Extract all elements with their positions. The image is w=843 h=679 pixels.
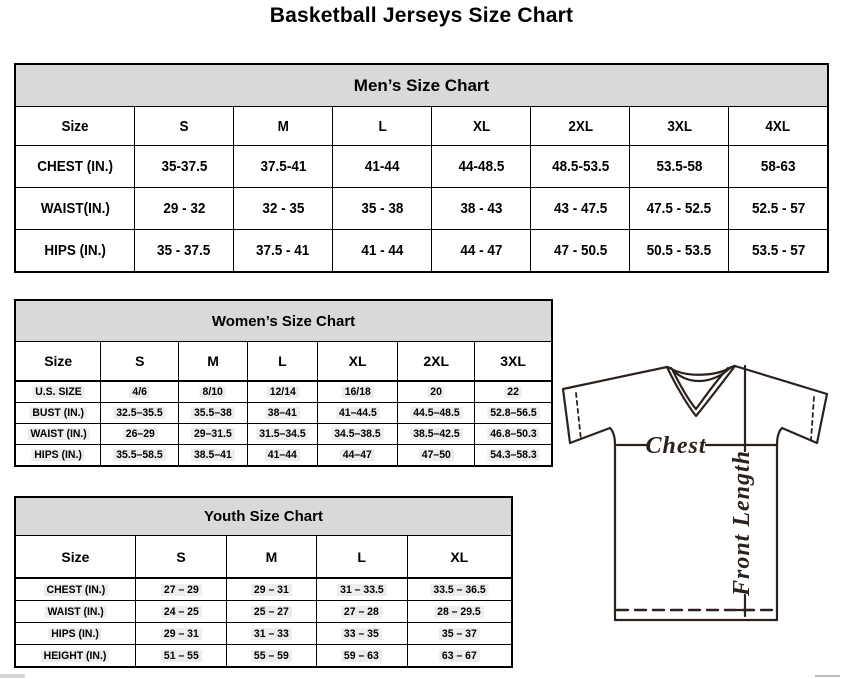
- size-value-cell: 43 - 47.5: [531, 188, 630, 230]
- column-header: M: [227, 536, 316, 579]
- row-label: HIPS (IN.): [15, 445, 101, 467]
- column-header: 3XL: [475, 342, 552, 382]
- table-row: [15, 146, 828, 188]
- size-value-cell: 31 – 33.5: [316, 578, 407, 601]
- size-value-cell: 35-37.5: [135, 146, 234, 188]
- size-value-cell: 29 – 31: [135, 623, 226, 645]
- size-value-cell: 35.5–58.5: [101, 445, 179, 467]
- front-length-label: Front Length: [729, 449, 755, 597]
- size-value-cell: 29 – 31: [227, 578, 316, 601]
- size-value-cell: 38.5–42.5: [398, 424, 475, 445]
- column-header: M: [179, 342, 248, 382]
- table-row: [15, 623, 512, 645]
- table-row: [15, 424, 552, 445]
- table-row: [15, 403, 552, 424]
- size-value-cell: 37.5-41: [234, 146, 333, 188]
- chart-section-title: Men’s Size Chart: [15, 64, 828, 107]
- jersey-right-sleeve-dashes: [811, 397, 814, 440]
- bottom-left-edge-artifact: [0, 674, 25, 678]
- size-value-cell: 35.5–38: [179, 403, 248, 424]
- size-value-cell: 53.5-58: [630, 146, 729, 188]
- size-value-cell: 27 – 29: [135, 578, 226, 601]
- jersey-left-sleeve-dashes: [576, 393, 581, 440]
- table-row: [15, 445, 552, 467]
- size-value-cell: 34.5–38.5: [317, 424, 398, 445]
- size-value-cell: 53.5 - 57: [729, 230, 828, 273]
- column-header: XL: [317, 342, 398, 382]
- size-value-cell: 38–41: [248, 403, 318, 424]
- row-label: WAIST (IN.): [15, 424, 101, 445]
- column-header: L: [248, 342, 318, 382]
- size-value-cell: 59 – 63: [316, 645, 407, 668]
- size-value-cell: 52.8–56.5: [475, 403, 552, 424]
- size-value-cell: 27 – 28: [316, 601, 407, 623]
- size-value-cell: 16/18: [317, 381, 398, 403]
- mens-size-chart-table: [14, 63, 829, 273]
- chart-section-title: Youth Size Chart: [15, 497, 512, 536]
- column-header: 2XL: [398, 342, 475, 382]
- row-label: HIPS (IN.): [15, 623, 135, 645]
- size-value-cell: 35 - 38: [333, 188, 432, 230]
- row-label: CHEST (IN.): [15, 146, 135, 188]
- column-header: XL: [407, 536, 512, 579]
- row-label: HEIGHT (IN.): [15, 645, 135, 668]
- size-value-cell: 4/6: [101, 381, 179, 403]
- row-label: WAIST (IN.): [15, 601, 135, 623]
- size-value-cell: 32.5–35.5: [101, 403, 179, 424]
- size-value-cell: 22: [475, 381, 552, 403]
- youth-size-chart-table: [14, 496, 513, 668]
- table-row: [15, 381, 552, 403]
- column-header: L: [333, 107, 432, 146]
- column-header: Size: [15, 536, 135, 579]
- jersey-measurement-diagram: [550, 353, 836, 633]
- size-value-cell: 33.5 – 36.5: [407, 578, 512, 601]
- size-value-cell: 58-63: [729, 146, 828, 188]
- size-value-cell: 41–44: [248, 445, 318, 467]
- row-label: HIPS (IN.): [15, 230, 135, 273]
- bottom-right-edge-artifact: [815, 675, 840, 677]
- size-value-cell: 37.5 - 41: [234, 230, 333, 273]
- size-value-cell: 26–29: [101, 424, 179, 445]
- size-value-cell: 50.5 - 53.5: [630, 230, 729, 273]
- size-value-cell: 52.5 - 57: [729, 188, 828, 230]
- size-value-cell: 20: [398, 381, 475, 403]
- column-header: S: [135, 107, 234, 146]
- size-value-cell: 47 - 50.5: [531, 230, 630, 273]
- womens-size-chart-table: [14, 299, 553, 467]
- column-header: 4XL: [729, 107, 828, 146]
- table-row: [15, 601, 512, 623]
- column-header: Size: [15, 107, 135, 146]
- page-title: Basketball Jerseys Size Chart: [269, 4, 574, 27]
- column-header: S: [101, 342, 179, 382]
- size-value-cell: 41-44: [333, 146, 432, 188]
- size-value-cell: 28 – 29.5: [407, 601, 512, 623]
- size-value-cell: 38 - 43: [432, 188, 531, 230]
- size-value-cell: 31 – 33: [227, 623, 316, 645]
- row-label: U.S. SIZE: [15, 381, 101, 403]
- column-header: 3XL: [630, 107, 729, 146]
- row-label: WAIST(IN.): [15, 188, 135, 230]
- column-header: M: [234, 107, 333, 146]
- chart-section-title: Women’s Size Chart: [15, 300, 552, 342]
- size-value-cell: 44.5–48.5: [398, 403, 475, 424]
- size-value-cell: 33 – 35: [316, 623, 407, 645]
- size-value-cell: 29–31.5: [179, 424, 248, 445]
- size-value-cell: 35 – 37: [407, 623, 512, 645]
- size-value-cell: 48.5-53.5: [531, 146, 630, 188]
- row-label: BUST (IN.): [15, 403, 101, 424]
- table-row: [15, 230, 828, 273]
- column-header: Size: [15, 342, 101, 382]
- size-value-cell: 55 – 59: [227, 645, 316, 668]
- size-value-cell: 44–47: [317, 445, 398, 467]
- size-value-cell: 25 – 27: [227, 601, 316, 623]
- size-value-cell: 54.3–58.3: [475, 445, 552, 467]
- size-value-cell: 32 - 35: [234, 188, 333, 230]
- table-row: [15, 188, 828, 230]
- size-value-cell: 24 – 25: [135, 601, 226, 623]
- size-value-cell: 63 – 67: [407, 645, 512, 668]
- size-value-cell: 41 - 44: [333, 230, 432, 273]
- size-value-cell: 8/10: [179, 381, 248, 403]
- size-value-cell: 47–50: [398, 445, 475, 467]
- size-value-cell: 44 - 47: [432, 230, 531, 273]
- size-value-cell: 51 – 55: [135, 645, 226, 668]
- size-value-cell: 29 - 32: [135, 188, 234, 230]
- chest-label: Chest: [645, 433, 707, 459]
- row-label: CHEST (IN.): [15, 578, 135, 601]
- table-row: [15, 645, 512, 668]
- size-value-cell: 44-48.5: [432, 146, 531, 188]
- size-value-cell: 12/14: [248, 381, 318, 403]
- size-value-cell: 46.8–50.3: [475, 424, 552, 445]
- column-header: L: [316, 536, 407, 579]
- column-header: 2XL: [531, 107, 630, 146]
- table-row: [15, 578, 512, 601]
- size-value-cell: 47.5 - 52.5: [630, 188, 729, 230]
- column-header: XL: [432, 107, 531, 146]
- size-value-cell: 38.5–41: [179, 445, 248, 467]
- column-header: S: [135, 536, 226, 579]
- size-value-cell: 41–44.5: [317, 403, 398, 424]
- size-value-cell: 31.5–34.5: [248, 424, 318, 445]
- size-value-cell: 35 - 37.5: [135, 230, 234, 273]
